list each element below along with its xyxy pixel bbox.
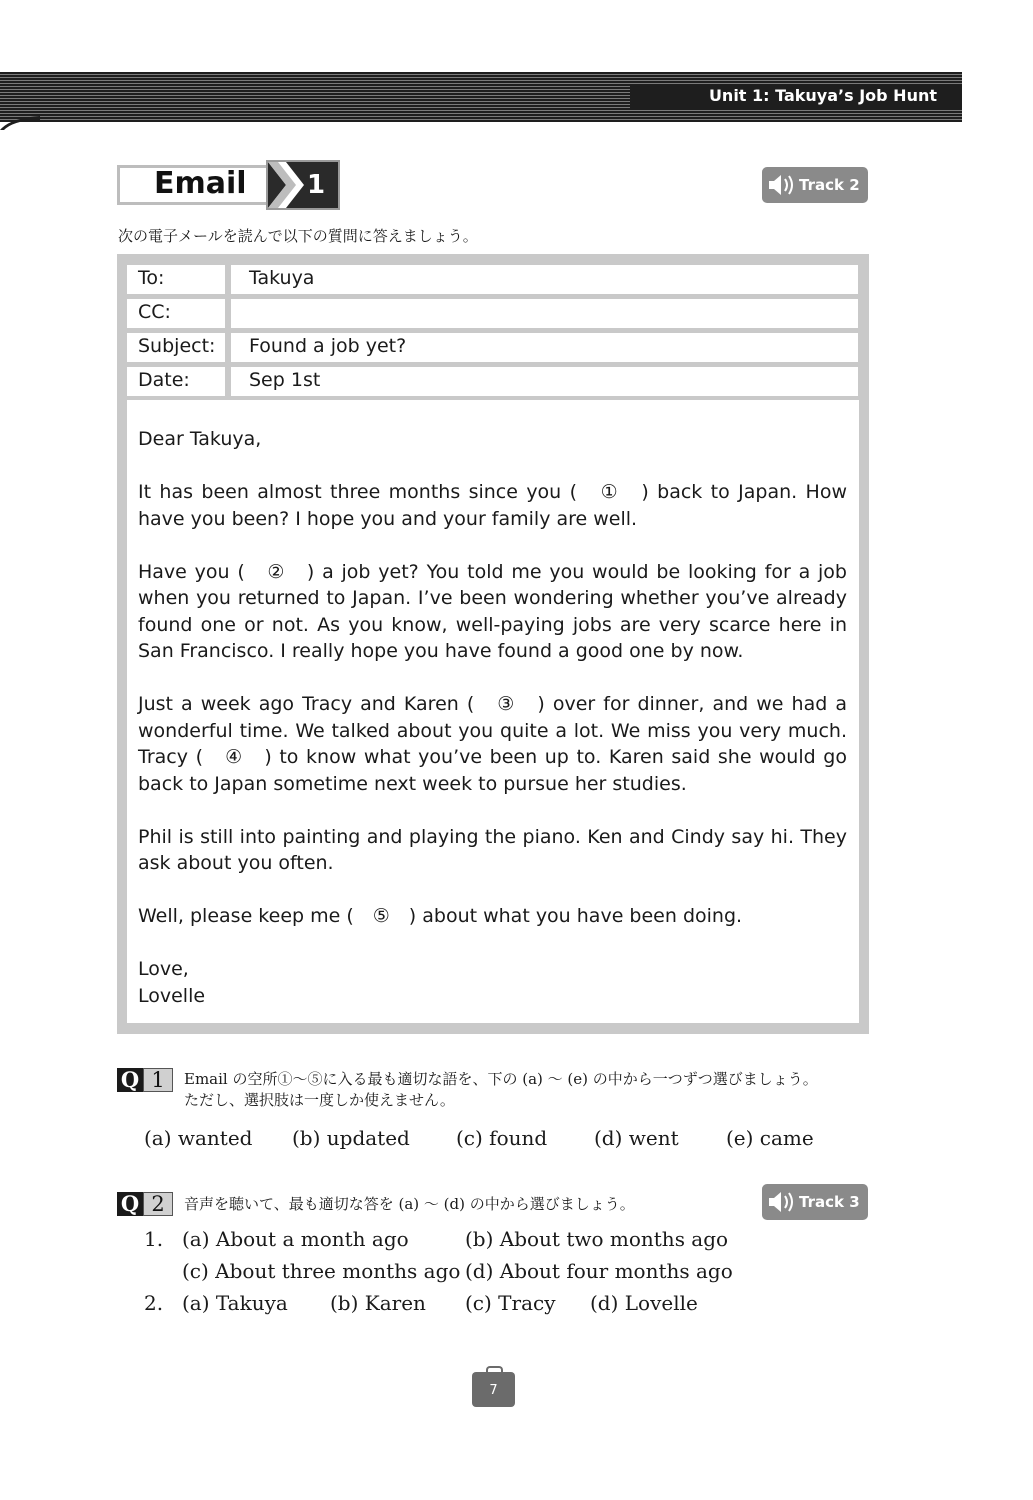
email-paragraph: It has been almost three months since you ( ① ) back to Japan. How have you been? I hope you and your family are well. bbox=[138, 481, 847, 530]
q2-item1-option-d: (d) About four months ago bbox=[465, 1259, 733, 1283]
q1-option-e: (e) came bbox=[726, 1126, 814, 1150]
q2-badge bbox=[117, 1192, 173, 1216]
track-label: Track 2 bbox=[799, 176, 860, 194]
q1-instruction-line2: ただし、選択肢は一度しか使えません。 bbox=[184, 1091, 455, 1109]
track-3-button[interactable] bbox=[762, 1184, 868, 1220]
cc-label: CC: bbox=[138, 301, 171, 323]
to-label: To: bbox=[138, 267, 165, 289]
date-value: Sep 1st bbox=[249, 369, 321, 391]
header-swoosh bbox=[0, 116, 40, 130]
q1-badge-q: Q bbox=[117, 1068, 143, 1092]
page-number: 7 bbox=[489, 1383, 498, 1398]
q1-instruction bbox=[184, 1069, 818, 1111]
email-paragraph: Phil is still into painting and playing the piano. Ken and Cindy say hi. They ask about you often. bbox=[138, 825, 847, 874]
q2-item1-option-b: (b) About two months ago bbox=[465, 1227, 729, 1251]
date-value-cell bbox=[231, 367, 858, 396]
email-paragraph: Just a week ago Tracy and Karen ( ③ ) over for dinner, and we had a wonderful time. We talked about you quite a lot. We miss you very much. Tracy ( ④ ) to know what you’ve been up to. Karen said she would go back to Japan sometime next week to pursue her studies. bbox=[138, 693, 847, 795]
to-value-cell bbox=[231, 265, 858, 294]
bag-handle bbox=[486, 1366, 503, 1376]
q2-item1-option-c: (c) About three months ago bbox=[182, 1259, 461, 1283]
q2-instruction: 音声を聴いて、最も適切な答を (a) ～ (d) の中から選びましょう。 bbox=[184, 1195, 635, 1213]
q2-item2-option-a: (a) Takuya bbox=[182, 1291, 288, 1315]
q1-option-c: (c) found bbox=[456, 1126, 548, 1150]
q2-item-number: 2. bbox=[144, 1291, 164, 1315]
section-number-arrow bbox=[266, 160, 340, 210]
q1-option-d: (d) went bbox=[594, 1126, 679, 1150]
q1-option-a: (a) wanted bbox=[144, 1126, 253, 1150]
email-signature: Lovelle bbox=[138, 984, 206, 1007]
subject-label: Subject: bbox=[138, 335, 216, 357]
q2-item2-option-b: (b) Karen bbox=[330, 1291, 426, 1315]
q2-badge-number: 2 bbox=[143, 1192, 173, 1216]
email-paragraph: Have you ( ② ) a job yet? You told me you would be looking for a job when you returned to Japan. I’ve been wondering whether you’ve already found one or not. As you know, well-paying jobs are very scarce here in San Francisco. I really hope you have found a good one by now. bbox=[138, 560, 847, 662]
section-number: 1 bbox=[307, 170, 326, 200]
date-label-cell bbox=[127, 367, 225, 396]
email-body bbox=[127, 400, 859, 1023]
email-closing: Love, bbox=[138, 958, 189, 980]
cc-label-cell bbox=[127, 299, 225, 328]
q2-badge-q: Q bbox=[117, 1192, 143, 1216]
q1-instruction-line1: Email の空所①～⑤に入る最も適切な語を、下の (a) ～ (e) の中から一つずつ選びましょう。 bbox=[184, 1070, 818, 1088]
email-paragraph: Well, please keep me ( ⑤ ) about what you have been doing. bbox=[138, 905, 743, 927]
q1-badge-number: 1 bbox=[143, 1068, 173, 1092]
subject-label-cell bbox=[127, 333, 225, 362]
section-label: Email bbox=[154, 166, 247, 201]
instruction-text: 次の電子メールを読んで以下の質問に答えましょう。 bbox=[118, 227, 478, 245]
to-value: Takuya bbox=[249, 267, 315, 289]
cc-value-cell bbox=[231, 299, 858, 328]
track-2-button[interactable] bbox=[762, 167, 868, 203]
subject-value-cell bbox=[231, 333, 858, 362]
speaker-icon bbox=[768, 1190, 798, 1214]
q2-item2-option-c: (c) Tracy bbox=[465, 1291, 556, 1315]
q1-option-b: (b) updated bbox=[292, 1126, 410, 1150]
q1-badge bbox=[117, 1068, 173, 1092]
subject-value: Found a job yet? bbox=[249, 335, 407, 357]
date-label: Date: bbox=[138, 369, 190, 391]
q2-item1-option-a: (a) About a month ago bbox=[182, 1227, 409, 1251]
email-greeting: Dear Takuya, bbox=[138, 428, 262, 450]
q2-item2-option-d: (d) Lovelle bbox=[590, 1291, 698, 1315]
page-number-tab bbox=[472, 1372, 515, 1407]
q2-item-number: 1. bbox=[144, 1227, 164, 1251]
track-label: Track 3 bbox=[799, 1193, 860, 1211]
unit-title: Unit 1: Takuya’s Job Hunt bbox=[708, 86, 937, 105]
speaker-icon bbox=[768, 173, 798, 197]
to-label-cell bbox=[127, 265, 225, 294]
